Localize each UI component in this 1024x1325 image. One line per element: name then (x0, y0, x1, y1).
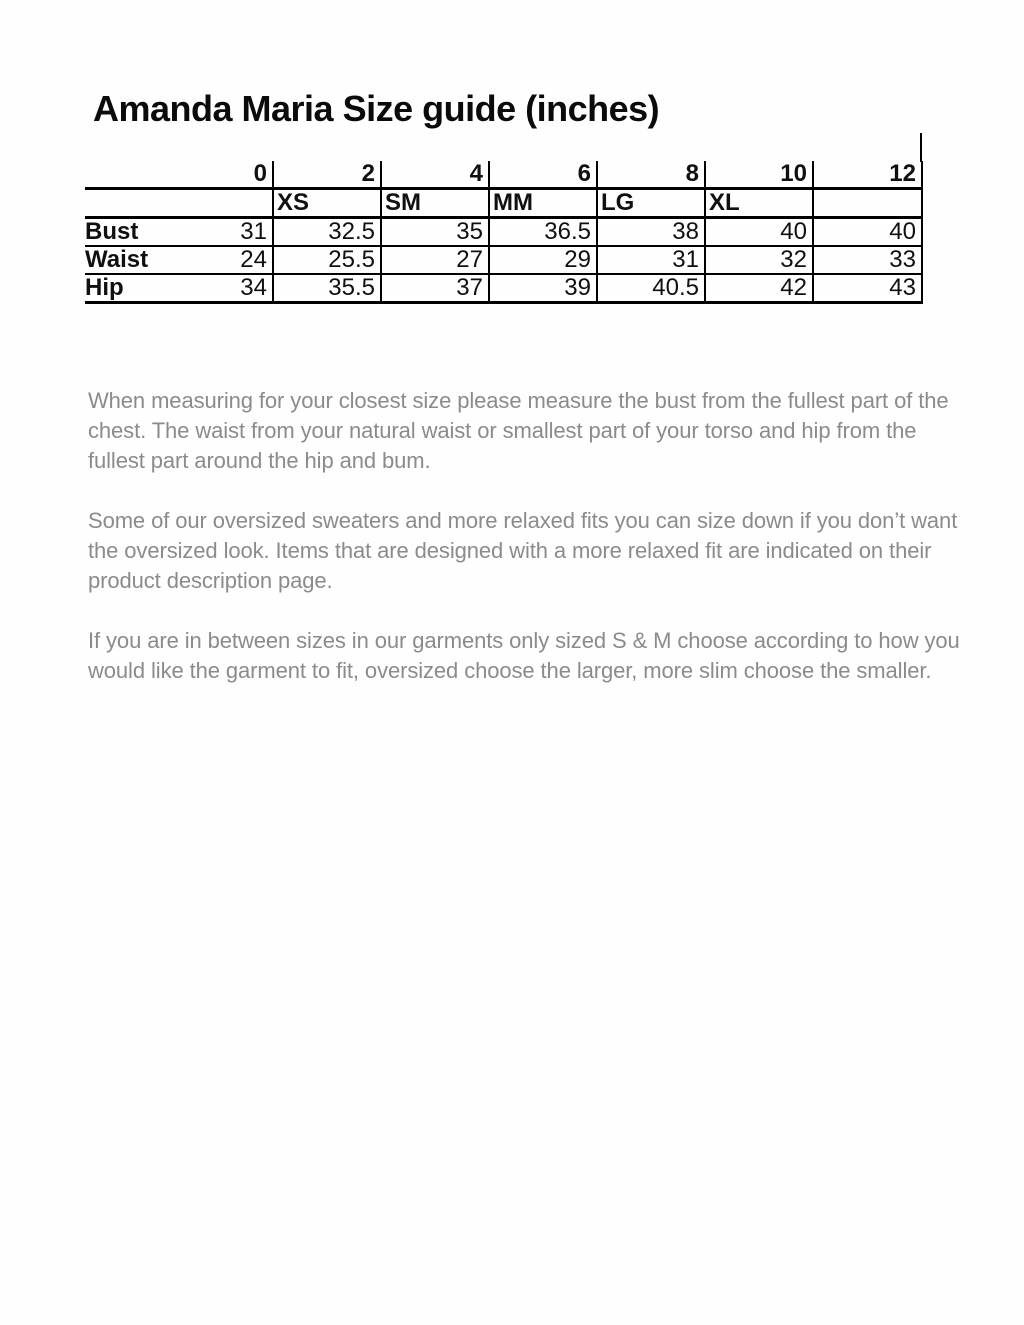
measurement-cell: 32 (705, 246, 813, 274)
size-letter-cell: LG (597, 189, 705, 218)
row-label: Hip (85, 274, 165, 303)
measurement-cell: 25.5 (273, 246, 381, 274)
measurement-cell: 40.5 (597, 274, 705, 303)
corner-cell (85, 161, 165, 189)
measurement-cell: 42 (705, 274, 813, 303)
size-number-cell: 12 (813, 161, 922, 189)
corner-cell (85, 189, 165, 218)
measurement-cell: 40 (813, 218, 922, 247)
paragraph-oversized-note: Some of our oversized sweaters and more relaxed fits you can size down if you don’t want the oversized look. Items that are designed with a more relaxed fit are indicated on their product description page. (88, 508, 958, 593)
measurement-cell: 39 (489, 274, 597, 303)
size-number-cell: 8 (597, 161, 705, 189)
size-letter-row (85, 189, 922, 218)
measurement-cell: 27 (381, 246, 489, 274)
size-number-cell: 2 (273, 161, 381, 189)
size-number-cell: 0 (165, 161, 273, 189)
size-number-cell: 6 (489, 161, 597, 189)
size-number-row (85, 161, 922, 189)
measurement-cell: 31 (597, 246, 705, 274)
measurement-cell: 33 (813, 246, 922, 274)
size-letter-cell (165, 189, 273, 218)
size-letter-cell: MM (489, 189, 597, 218)
row-label: Bust (85, 218, 165, 247)
measurement-cell: 43 (813, 274, 922, 303)
size-letter-cell: SM (381, 189, 489, 218)
table-row-waist (85, 246, 922, 274)
measurement-cell: 36.5 (489, 218, 597, 247)
measurement-cell: 24 (165, 246, 273, 274)
paragraph-measuring-instructions: When measuring for your closest size please measure the bust from the fullest part of the chest. The waist from your natural waist or smallest part of your torso and hip from the fullest part around the hip and bum. (88, 388, 949, 473)
measurement-cell: 35 (381, 218, 489, 247)
measurement-cell: 29 (489, 246, 597, 274)
table-right-border-tick (920, 133, 922, 162)
measurement-cell: 34 (165, 274, 273, 303)
measurement-cell: 35.5 (273, 274, 381, 303)
measurement-cell: 37 (381, 274, 489, 303)
table-row-bust (85, 218, 922, 247)
row-label: Waist (85, 246, 165, 274)
page-title: Amanda Maria Size guide (inches) (93, 88, 660, 129)
paragraph-between-sizes-note: If you are in between sizes in our garments only sized S & M choose according to how you would like the garment to fit, oversized choose the larger, more slim choose the smaller. (88, 628, 960, 683)
measurement-cell: 31 (165, 218, 273, 247)
size-guide-table (85, 161, 923, 304)
size-letter-cell (813, 189, 922, 218)
measurement-cell: 32.5 (273, 218, 381, 247)
measurement-cell: 38 (597, 218, 705, 247)
size-number-cell: 10 (705, 161, 813, 189)
size-letter-cell: XS (273, 189, 381, 218)
table-row-hip (85, 274, 922, 303)
size-letter-cell: XL (705, 189, 813, 218)
measurement-cell: 40 (705, 218, 813, 247)
size-number-cell: 4 (381, 161, 489, 189)
